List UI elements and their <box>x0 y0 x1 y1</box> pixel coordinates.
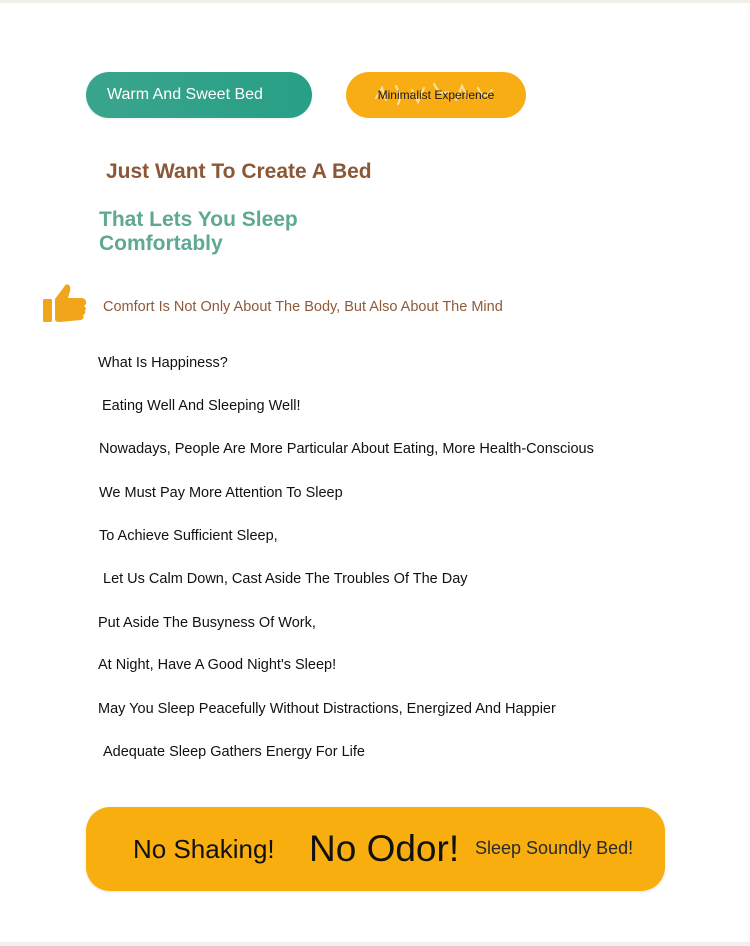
body-line: Let Us Calm Down, Cast Aside The Troubles Of The Day <box>103 571 468 587</box>
top-divider <box>0 0 750 3</box>
body-line: Put Aside The Busyness Of Work, <box>98 615 316 631</box>
body-line: Eating Well And Sleeping Well! <box>102 398 301 414</box>
thumbs-up-icon <box>42 282 88 324</box>
body-line: At Night, Have A Good Night's Sleep! <box>98 657 337 673</box>
headline-line-2 <box>99 208 298 256</box>
no-shaking-text: No Shaking! <box>133 834 275 864</box>
warm-sweet-bed-badge <box>86 72 312 118</box>
body-line: What Is Happiness? <box>98 355 228 371</box>
body-line: Nowadays, People Are More Particular About Eating, More Health-Conscious <box>99 441 594 457</box>
minimalist-experience-label: Minimalist Experience <box>377 88 495 102</box>
warm-sweet-bed-label: Warm And Sweet Bed <box>107 86 263 103</box>
comfort-tagline: Comfort Is Not Only About The Body, But Also About The Mind <box>103 299 503 315</box>
minimalist-experience-badge <box>346 72 526 118</box>
body-line: To Achieve Sufficient Sleep, <box>99 528 278 544</box>
headline-line-2a: That Lets You Sleep <box>99 208 298 231</box>
body-line: May You Sleep Peacefully Without Distractions, Energized And Happier <box>98 701 556 717</box>
sleep-soundly-text: Sleep Soundly Bed! <box>475 838 634 858</box>
no-odor-text: No Odor! <box>309 828 460 869</box>
features-banner <box>86 807 665 891</box>
body-line: Adequate Sleep Gathers Energy For Life <box>103 744 365 760</box>
headline-line-2b: Comfortably <box>99 232 223 255</box>
headline-line-1: Just Want To Create A Bed <box>106 160 372 183</box>
bottom-divider <box>0 942 750 946</box>
body-line: We Must Pay More Attention To Sleep <box>99 485 343 501</box>
